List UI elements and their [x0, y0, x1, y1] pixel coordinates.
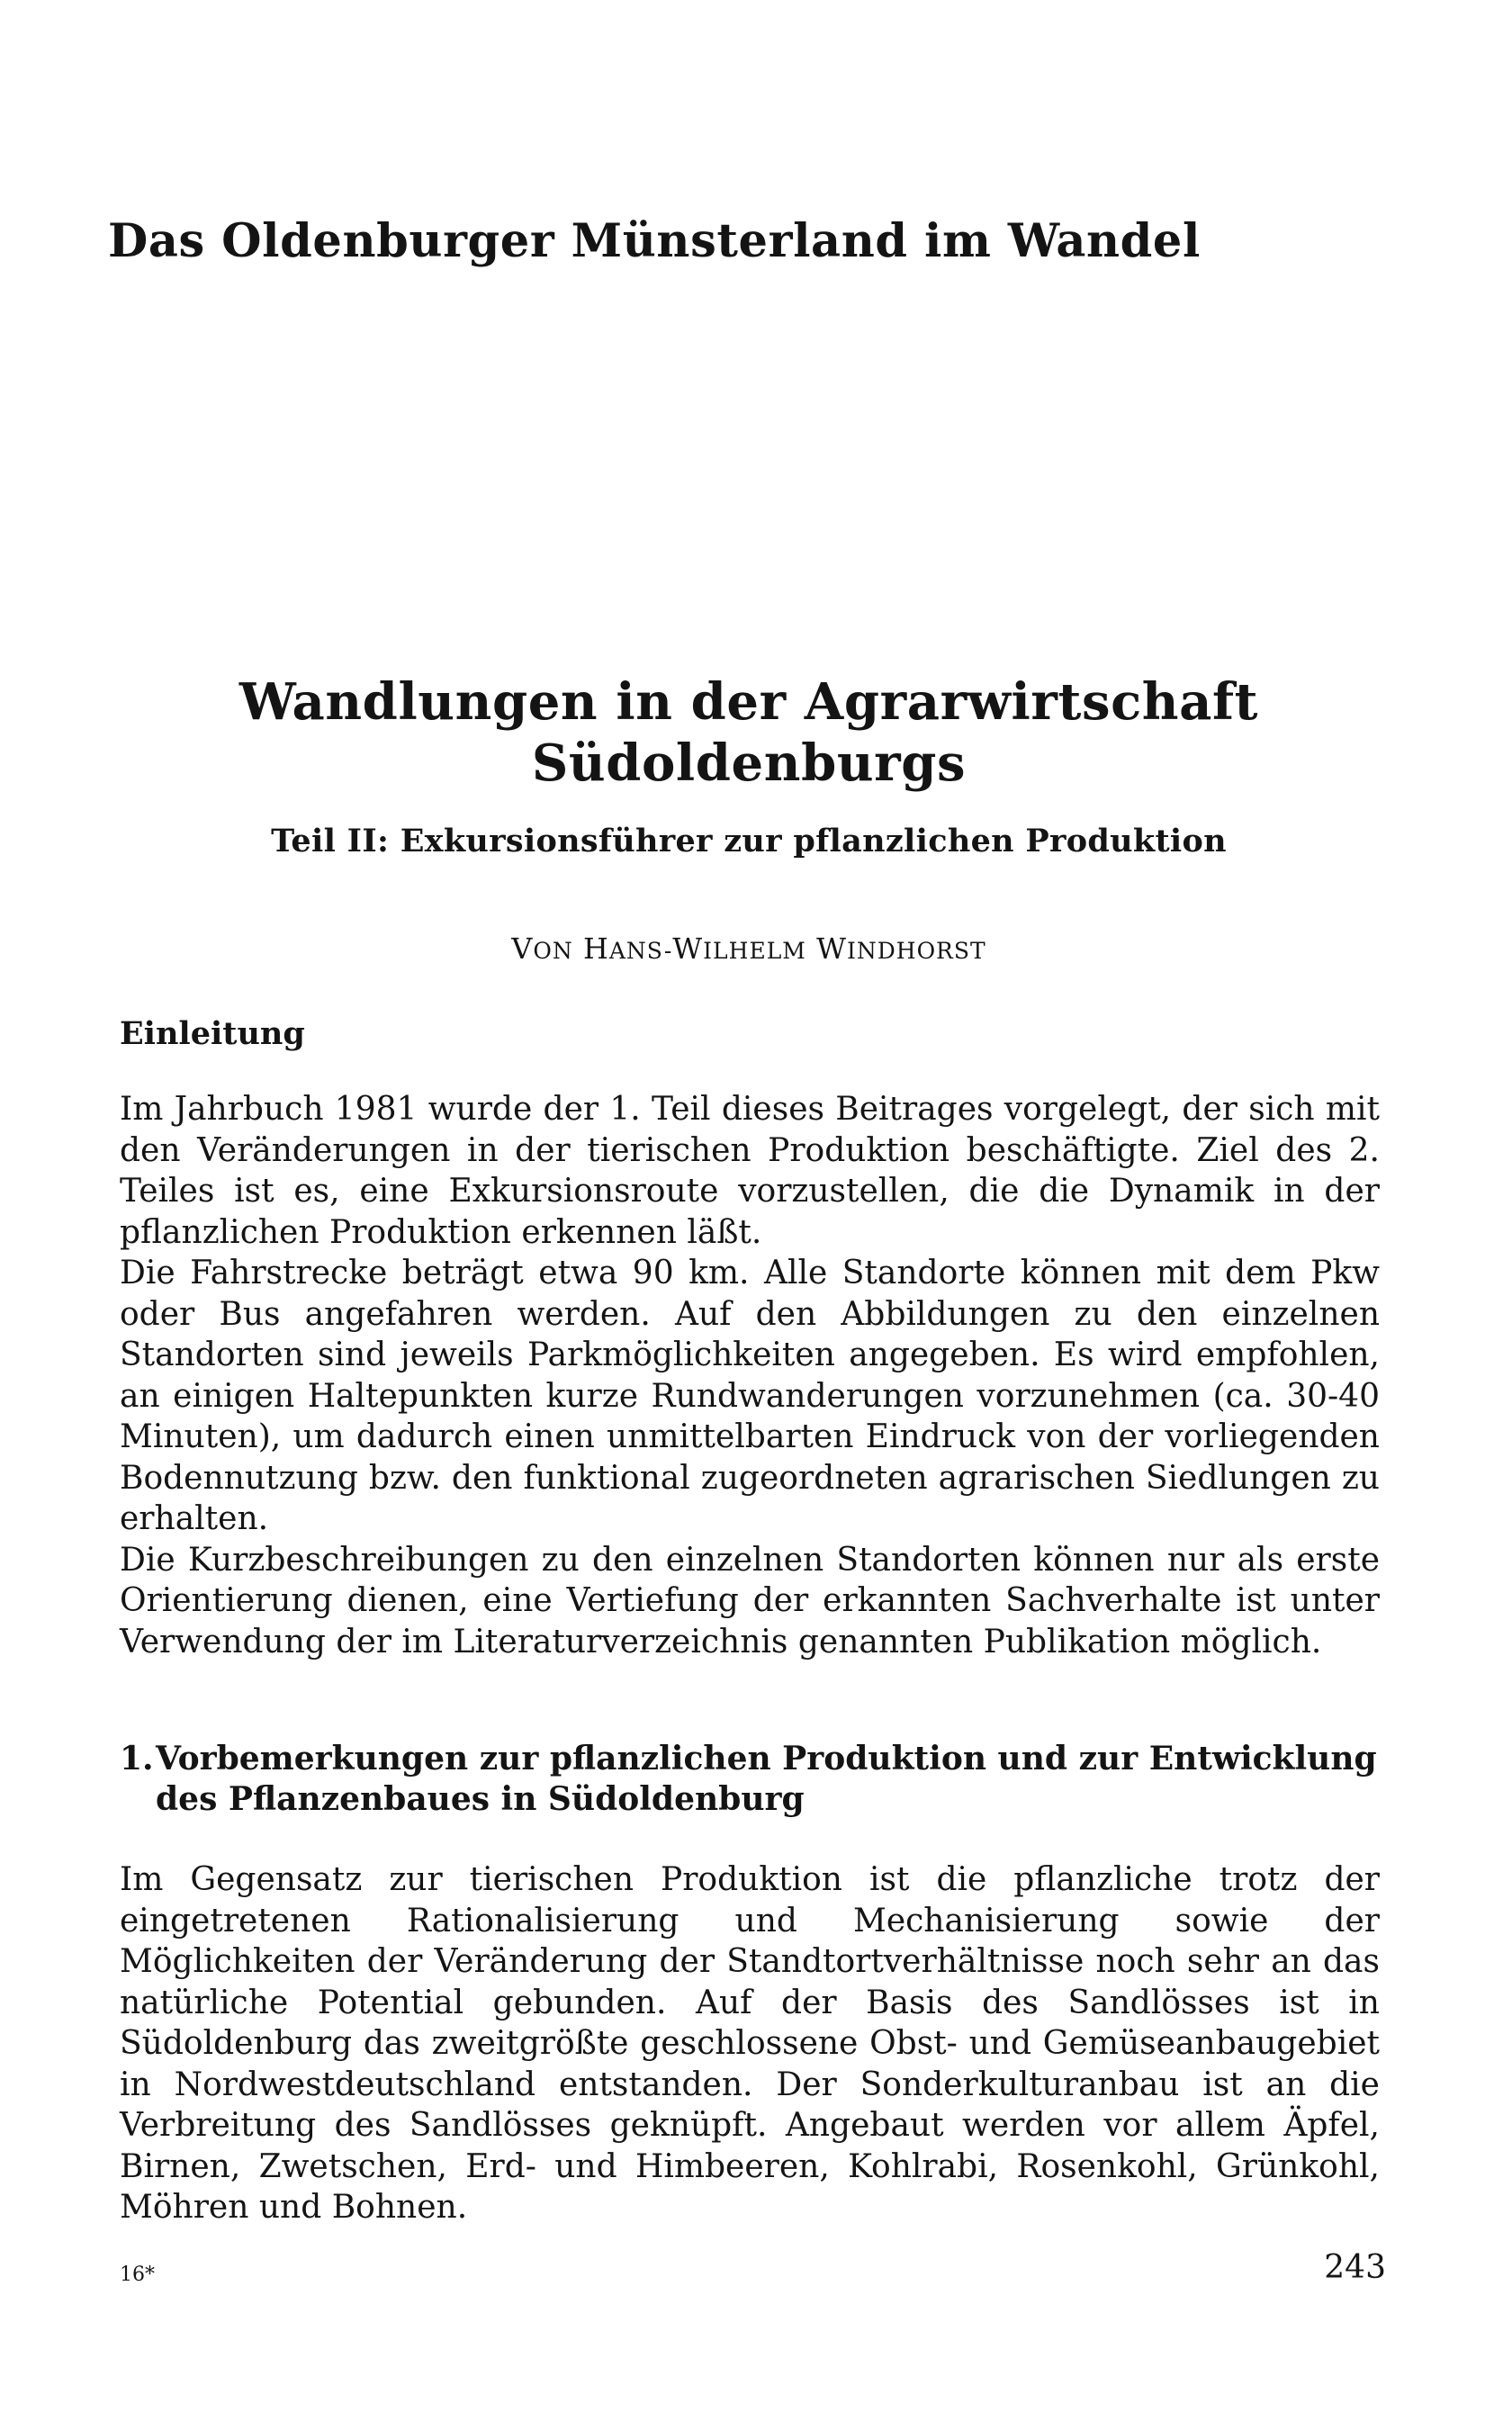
author-prefix-initial: V [511, 932, 534, 966]
author-last-rest: INDHORST [846, 938, 986, 964]
intro-body [120, 1089, 1380, 1662]
author-first-initial: H [582, 932, 609, 966]
section-1-number: 1. [120, 1740, 154, 1778]
article-title-line-1: Wandlungen in der Agrarwirtschaft [238, 672, 1259, 732]
printer-signature: 16* [120, 2264, 155, 2286]
author-first-rest: ANS- [608, 938, 673, 964]
intro-paragraph: Im Jahrbuch 1981 wurde der 1. Teil dieses Beitrages vorgelegt, der sich mit den Veränderungen in der tierischen Produktion beschäftigte. Ziel des 2. Teiles ist es, eine Exkursionsroute vorzustellen, die die Dynamik in der pflanzlichen Produktion erkennen läßt. [120, 1091, 1380, 1251]
intro-paragraph: Die Fahrstrecke beträgt etwa 90 km. Alle Standorte können mit dem Pkw oder Bus angefahren werden. Auf den Abbildungen zu den einzelnen Standorten sind jeweils Parkmöglichkeiten angegeben. Es wird empfohlen, an einigen Haltepunkten kurze Rundwanderungen vorzunehmen (ca. 30-40 Minuten), um dadurch einen unmittelbarten Eindruck von der vorliegenden Bodennutzung bzw. den funktional zugeordneten agrarischen Siedlungen zu erhalten. [120, 1255, 1380, 1537]
section-1-heading-line-1: Vorbemerkungen zur pflanzlichen Produktion und zur Entwicklung [156, 1740, 1377, 1778]
running-header-title: Das Oldenburger Münsterland im Wandel [108, 214, 1201, 268]
section-1-paragraph: Im Gegensatz zur tierischen Produktion ist die pflanzliche trotz der eingetretenen Rationalisierung und Mechanisierung sowie der Möglichkeiten der Veränderung der Standtortverhältnisse noch sehr an das natürliche Potential gebunden. Auf der Basis des Sandlösses ist in Südoldenburg das zweitgrößte geschlossene Obst- und Gemüseanbaugebiet in Nordwestdeutschland entstanden. Der Sonderkulturanbau ist an die Verbreitung des Sandlösses geknüpft. Angebaut werden vor allem Äpfel, Birnen, Zwetschen, Erd- und Himbeeren, Kohlrabi, Rosenkohl, Grünkohl, Möhren und Bohnen. [120, 1861, 1380, 2226]
author-last-initial: W [816, 932, 847, 966]
author-byline [216, 932, 1282, 966]
author-prefix-rest: ON [533, 938, 573, 964]
page-number: 243 [1324, 2249, 1386, 2286]
section-1-heading-line-2: des Pflanzenbaues in Südoldenburg [156, 1780, 805, 1818]
article-title-line-2: Südoldenburgs [531, 734, 967, 793]
section-1-heading [120, 1739, 1398, 1820]
intro-paragraph: Die Kurzbeschreibungen zu den einzelnen Standorten können nur als erste Orientierung dienen, eine Vertiefung der erkannten Sachverhalte ist unter Verwendung der im Literaturverzeichnis genannten Publikation möglich. [120, 1541, 1380, 1660]
article-subtitle: Teil II: Exkursionsführer zur pflanzlichen Produktion [271, 823, 1227, 860]
intro-heading: Einleitung [120, 1015, 305, 1052]
article-title [216, 671, 1282, 794]
author-second-initial: W [672, 932, 704, 966]
author-second-rest: ILHELM [703, 938, 806, 964]
section-1-body [120, 1859, 1380, 2228]
